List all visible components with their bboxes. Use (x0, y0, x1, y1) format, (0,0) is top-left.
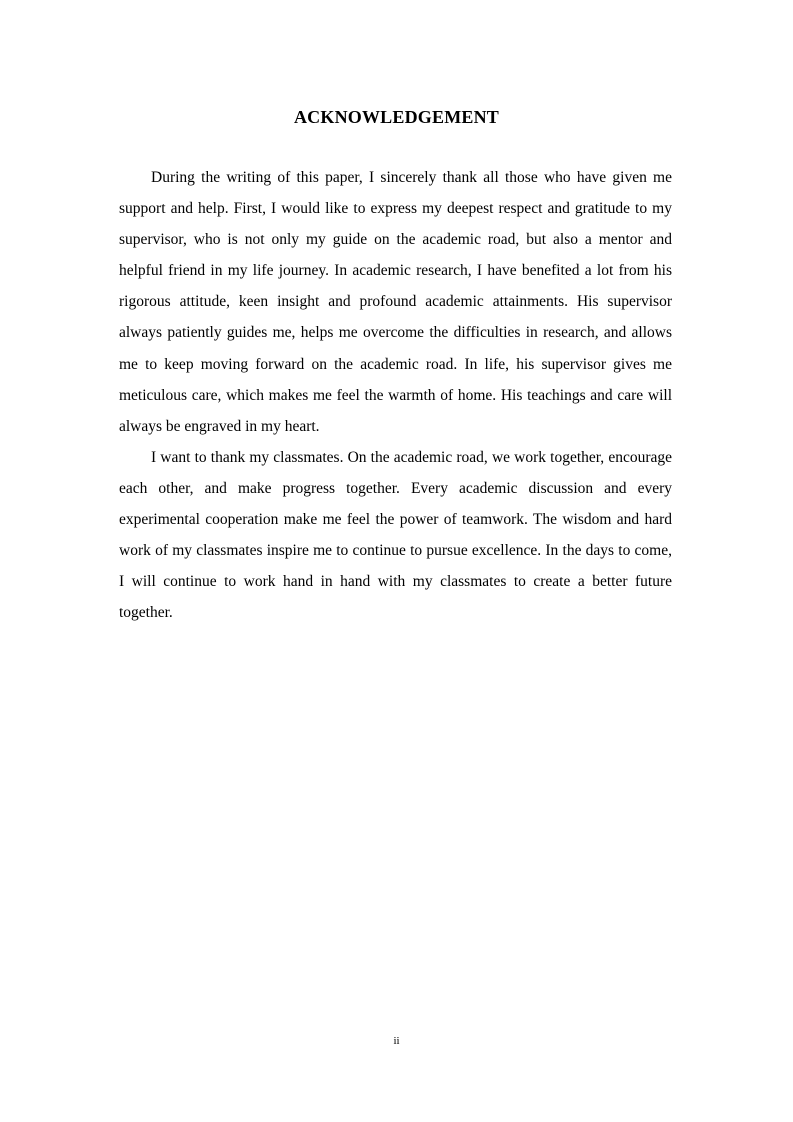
paragraph-supervisor: During the writing of this paper, I sincerely thank all those who have given me support and help. First, I would like to express my deepest respect and gratitude to my supervisor, who is not only my guide on the academic road, but also a mentor and helpful friend in my life journey. In academic research, I have benefited a lot from his rigorous attitude, keen insight and profound academic attainments. His supervisor always patiently guides me, helps me overcome the difficulties in research, and allows me to keep moving forward on the academic road. In life, his supervisor gives me meticulous care, which makes me feel the warmth of home. His teachings and care will always be engraved in my heart. (119, 169, 672, 435)
paragraph-classmates: I want to thank my classmates. On the academic road, we work together, encourage each other, and make progress together. Every academic discussion and every experimental cooperation make me feel the power of teamwork. The wisdom and hard work of my classmates inspire me to continue to pursue excellence. In the days to come, I will continue to work hand in hand with my classmates to create a better future together. (119, 448, 672, 622)
page-title: ACKNOWLEDGEMENT (293, 107, 500, 127)
page-number: ii (393, 1035, 400, 1047)
acknowledgement-body (119, 162, 672, 628)
